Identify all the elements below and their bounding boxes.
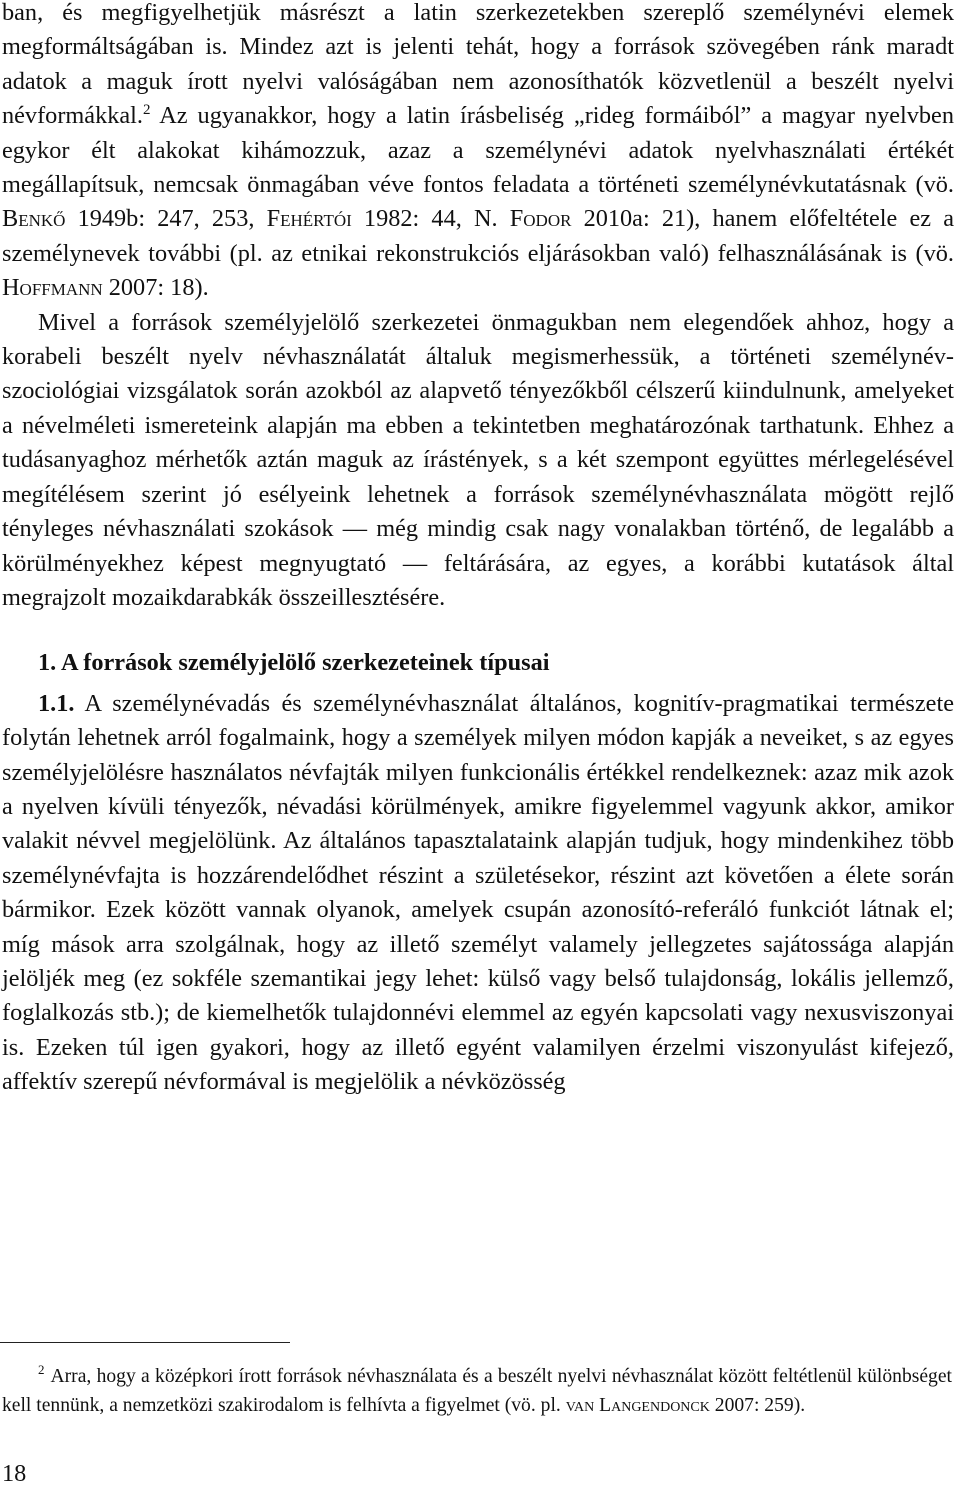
footnote-text-b: 2007: 259).	[709, 1395, 806, 1416]
paragraph-2: Mivel a források személyjelölő szerkezetei önmagukban nem elegendőek ahhoz, hogy a korabeli beszélt nyelv névhasználatát általuk megismerhessük, a történeti személynév-szociológiai vizsgálatok során azokból az alapvető tényezőkből célszerű kiindulnunk, amelyeket a névelméleti ismereteink alapján ma ebben a tekintetben meghatározónak tarthatunk. Ehhez a tudásanyaghoz mérhetők aztán maguk az írástények, s a két szempont együttes mérlegelésével megítélésem szerint jó esélyeink lehetnek a források személynévhasználata mögött rejlő tényleges névhasználati szokások — még mindig csak nagy vonalakban történő, de legalább a körülményekhez képest megnyugtató — feltárására, az egyes, a korábbi kutatások által megrajzolt mozaikdarabkák összeillesztésére.	[2, 308, 954, 611]
footnote-separator	[0, 1342, 290, 1343]
citation-author: Hoffmann	[2, 274, 103, 302]
citation-author: Benkő	[2, 205, 66, 233]
footnote-mark: 2	[38, 1362, 45, 1378]
citation-detail: 2007: 18).	[102, 274, 209, 302]
citation-author: Fehértói	[266, 205, 352, 233]
paragraph-3	[2, 687, 954, 1100]
citation-detail: 1949b: 247, 253,	[65, 205, 267, 233]
footnote-paragraph	[2, 1362, 952, 1420]
page-number: 18	[2, 1460, 27, 1487]
citation-detail: 2010a: 21), hanem előfeltétele ez a személynevek további (pl. az etnikai rekonstrukciós eljárásokban való) felhasználásának is (vö.	[2, 205, 954, 267]
footnote	[2, 1362, 952, 1420]
citation-author: van Langendonck	[565, 1395, 710, 1416]
paragraph-1	[2, 0, 954, 306]
footnote-reference[interactable]: 2	[143, 102, 151, 119]
subsection-number: 1.1.	[38, 689, 75, 717]
footnote-text-a: Arra, hogy a középkori írott források névhasználata és a beszélt nyelvi névhasználat között feltétlenül különbséget kell tennünk, a nemzetközi szakirodalom is felhívta a figyelmet (vö. pl.	[2, 1366, 952, 1416]
body-text	[2, 0, 954, 1100]
paragraph-3-text: A személynévadás és személynévhasználat általános, kognitív-pragmatikai természete folytán lehetnek arról fogalmaink, hogy a személyek milyen módon kapják a neveiket, s az egyes személyjelölésre használatos névfajták milyen funkcionális értékkel rendelkeznek: azaz mik azok a nyelven kívüli tényezők, névadási körülmények, amikre figyelemmel vagyunk akkor, amikor valakit névvel megjelölünk. Az általános tapasztalataink alapján tudjuk, hogy mindenkihez több személynévfajta is hozzárendelődhet részint a születésekor, részint azt követően a élete során bármikor. Ezek között vannak olyanok, amelyek csupán azonosító-referáló funkciót látnak el; míg mások arra szolgálnak, hogy az illető személyt valamely jellegzetes sajátossága alapján jelöljék meg (ez sokféle szemantikai jegy lehet: külső vagy belső tulajdonság, lokális jellemző, foglalkozás stb.); de kiemelhetők tulajdonnévi elemmel az egyén kapcsolati vagy nexusviszonyai is. Ezeken túl igen gyakori, hogy az illető egyént valamilyen érzelmi viszonyulást kifejező, affektív szerepű névformával is megjelölik a névközösség	[2, 689, 954, 1096]
section-heading: 1. A források személyjelölő szerkezeteinek típusai	[38, 649, 550, 677]
paragraph-1-text-b: Az ugyanakkor, hogy a latin írásbeliség „rideg formáiból” a magyar nyelvben egykor élt alakokat kihámozzuk, azaz a személynévi adatok nyelvhasználati értékét megállapítsuk, nemcsak önmagában véve fontos feladata a történeti személynévkutatásnak (vö.	[2, 102, 954, 199]
citation-detail: 1982: 44, N.	[351, 205, 510, 233]
citation-author: Fodor	[509, 205, 572, 233]
paragraph-1-text-a: ban, és megfigyelhetjük másrészt a latin szerkezetekben szereplő személynévi elemek megformáltságában is. Mindez azt is jelenti tehát, hogy a források szövegében ránk maradt adatok a maguk írott nyelvi valóságában nem azonosíthatók közvetlenül a beszélt nyelvi névformákkal.	[2, 0, 954, 130]
